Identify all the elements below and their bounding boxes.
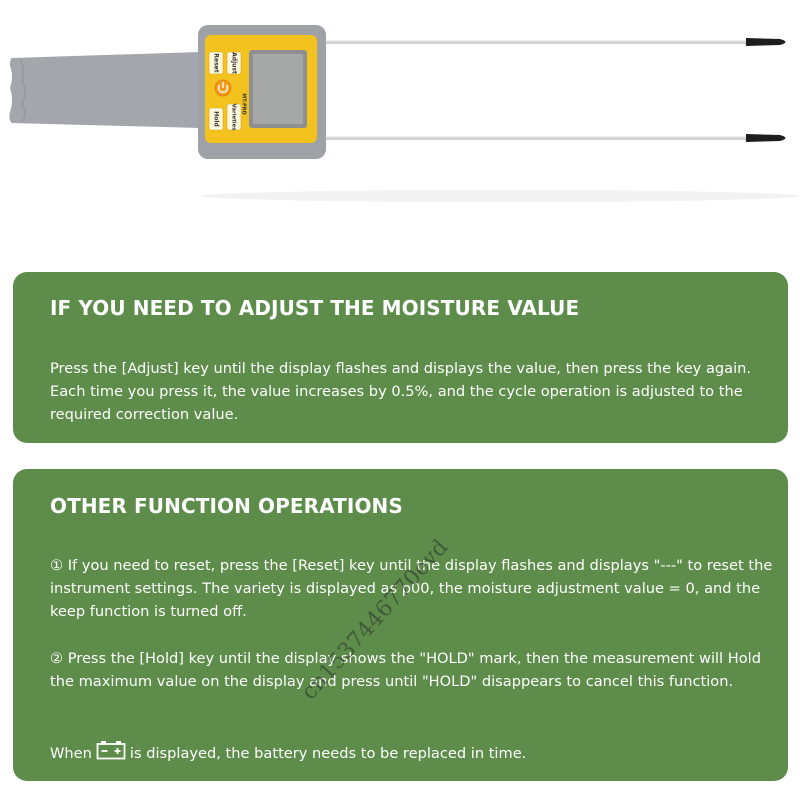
adjust-moisture-card <box>13 272 788 443</box>
battery-icon <box>96 740 126 767</box>
section-title: OTHER FUNCTION OPERATIONS <box>50 494 403 518</box>
varieties-key-label: Varieties <box>230 103 237 131</box>
device-model-label: MT-PRO <box>240 93 247 115</box>
hold-instruction: ② Press the [Hold] key until the display shows the "HOLD" mark, then the measurement will Hold the maximum value on the display and press until "HOLD" disappears to cancel this function. <box>50 650 761 690</box>
hold-key[interactable] <box>209 108 223 130</box>
section-body: Press the [Adjust] key until the display flashes and displays the value, then press the key again. Each time you press it, the value increases by 0.5%, and the cycle operation is adjusted to the required correction value. <box>50 360 752 423</box>
battery-text-after: is displayed, the battery needs to be replaced in time. <box>129 745 527 762</box>
varieties-key[interactable] <box>227 104 241 131</box>
section-title: IF YOU NEED TO ADJUST THE MOISTURE VALUE <box>50 296 580 320</box>
adjust-key-label: Adjust <box>230 52 238 74</box>
product-image <box>0 0 800 240</box>
device-handle <box>9 52 200 128</box>
reset-instruction: ① If you need to reset, press the [Reset] key until the display flashes and displays "---" to reset the instrument settings. The variety is displayed as p00, the moisture adjustment value = 0, and the keep function is turned off. <box>50 557 773 620</box>
hold-key-label: Hold <box>212 111 220 127</box>
probe-bottom-tip <box>746 134 786 142</box>
reset-key-label: Reset <box>212 53 220 73</box>
probe-top-tip <box>746 38 786 46</box>
reset-key[interactable] <box>209 52 223 74</box>
battery-instruction <box>50 740 780 767</box>
battery-text-before: When <box>50 745 92 762</box>
adjust-key[interactable] <box>227 52 241 74</box>
other-functions-card <box>13 469 788 781</box>
power-key[interactable] <box>215 80 231 96</box>
watermark: cn1537446770evd <box>296 535 454 705</box>
